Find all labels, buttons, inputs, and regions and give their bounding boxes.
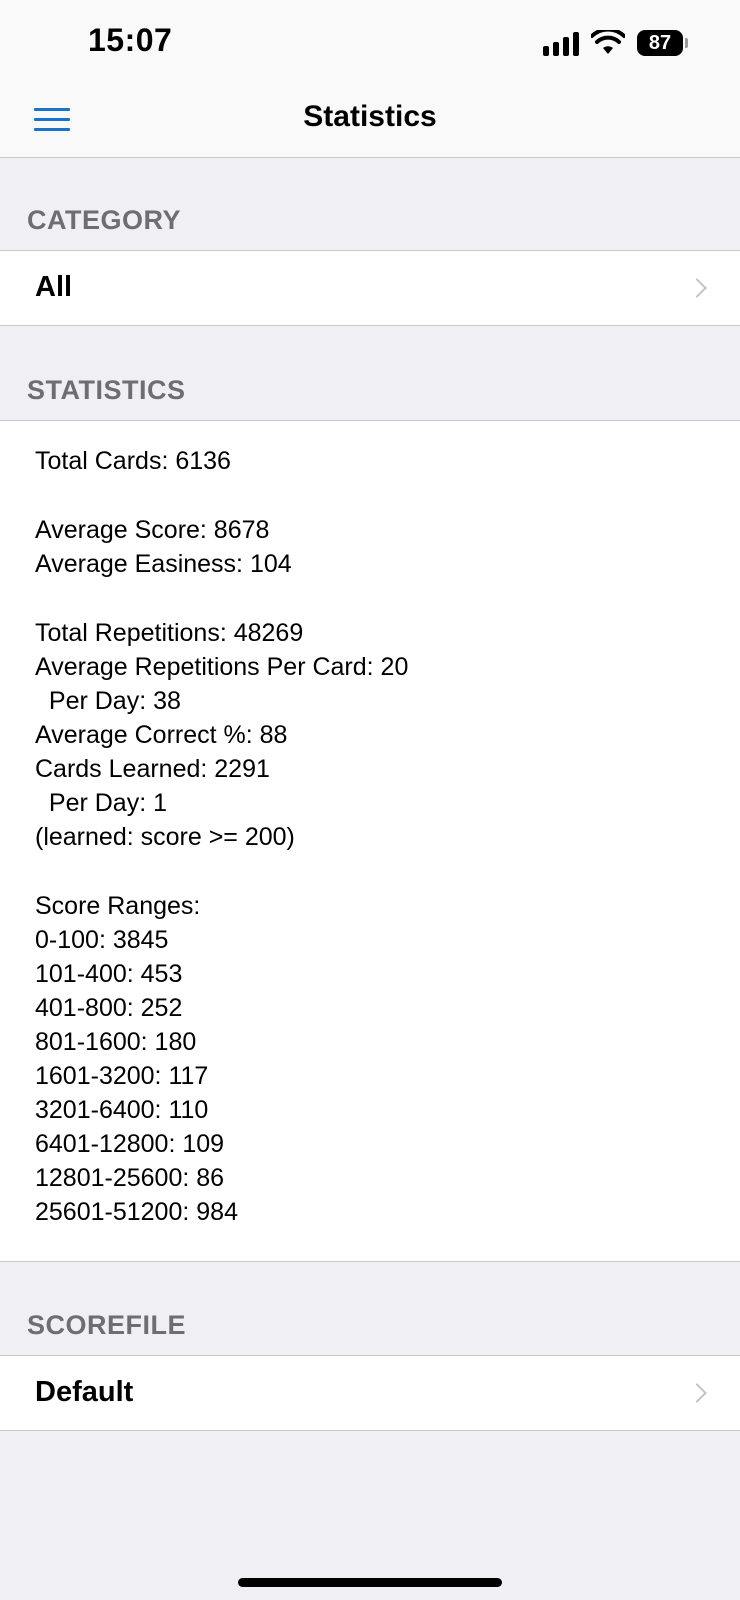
score-range-item: 801-1600: 180 <box>35 1028 197 1056</box>
cellular-signal-icon <box>543 30 579 56</box>
stat-cards-learned: Cards Learned: 2291 <box>35 755 270 783</box>
score-range-item: 101-400: 453 <box>35 960 183 988</box>
score-range-item: 1601-3200: 117 <box>35 1062 209 1090</box>
statistics-section-header: STATISTICS <box>27 375 186 405</box>
score-ranges-title: Score Ranges: <box>35 892 201 920</box>
score-range-item: 25601-51200: 984 <box>35 1198 238 1226</box>
category-value: All <box>35 271 73 303</box>
category-cell[interactable] <box>0 250 740 326</box>
stat-learned-definition: (learned: score >= 200) <box>35 823 295 851</box>
stat-average-correct: Average Correct %: 88 <box>35 721 288 749</box>
score-range-item: 6401-12800: 109 <box>35 1130 225 1158</box>
stat-average-easiness: Average Easiness: 104 <box>35 550 292 578</box>
navigation-bar <box>0 80 740 158</box>
category-section-header: CATEGORY <box>27 205 182 235</box>
stat-total-cards: Total Cards: 6136 <box>35 447 231 475</box>
score-range-item: 12801-25600: 86 <box>35 1164 225 1192</box>
score-range-item: 0-100: 3845 <box>35 926 169 954</box>
stat-avg-repetitions-per-card: Average Repetitions Per Card: 20 <box>35 653 409 681</box>
battery-icon: 87 <box>637 30 683 56</box>
stat-average-score: Average Score: 8678 <box>35 516 270 544</box>
battery-tip <box>685 38 688 48</box>
chevron-right-icon <box>687 278 707 298</box>
statistics-panel <box>0 420 740 1262</box>
scorefile-value: Default <box>35 1376 134 1408</box>
score-range-item: 3201-6400: 110 <box>35 1096 209 1124</box>
score-range-item: 401-800: 252 <box>35 994 183 1022</box>
scorefile-cell[interactable] <box>0 1355 740 1431</box>
wifi-icon <box>591 30 625 56</box>
page-title: Statistics <box>303 100 437 133</box>
status-icons <box>543 28 688 58</box>
chevron-right-icon <box>687 1383 707 1403</box>
stat-repetitions-per-day: Per Day: 38 <box>35 687 181 715</box>
stat-learned-per-day: Per Day: 1 <box>35 789 167 817</box>
status-time: 15:07 <box>88 22 173 58</box>
status-bar <box>0 0 740 80</box>
home-indicator[interactable] <box>238 1578 502 1587</box>
scorefile-section-header: SCOREFILE <box>27 1310 187 1340</box>
stat-total-repetitions: Total Repetitions: 48269 <box>35 619 304 647</box>
